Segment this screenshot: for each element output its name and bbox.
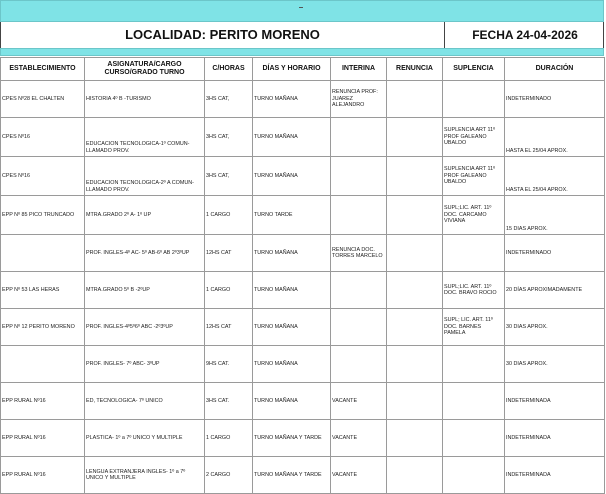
- table-row: [1, 346, 605, 383]
- cell-asignatura: PLASTICA- 1º a 7º UNICO Y MULTIPLE: [85, 420, 205, 457]
- cell-asignatura: ED, TECNOLOGICA- 7º UNICO: [85, 383, 205, 420]
- cell-horas: 3HS CAT,: [205, 157, 253, 196]
- cell-asignatura: PROF. INGLES-4º5º6º ABC -2º3ºUP: [85, 309, 205, 346]
- table-row: [1, 420, 605, 457]
- cell-interina: VACANTE: [331, 457, 387, 494]
- cell-horas: 3HS CAT.: [205, 383, 253, 420]
- cell-suplencia: SUPL;LIC. ART. 11º DOC. CARCAMO VIVIANA: [443, 196, 505, 235]
- cell-duracion: INDETERMINADA: [505, 420, 605, 457]
- cell-horario: TURNO MAÑANA Y TARDE: [253, 457, 331, 494]
- cell-suplencia: SUPLENCIA ART 11º PROF GALEANO UBALDO: [443, 157, 505, 196]
- col-header-horario: DÍAS Y HORARIO: [253, 58, 331, 81]
- cell-interina: RENUNCIA PROF: JUAREZ ALEJANDRO: [331, 81, 387, 118]
- cell-establecimiento: EPP Nº 53 LAS HERAS: [1, 272, 85, 309]
- table-row: [1, 272, 605, 309]
- cell-asignatura: MTRA.GRADO 2º A- 1º UP: [85, 196, 205, 235]
- fecha-title: FECHA 24-04-2026: [472, 28, 578, 42]
- cell-interina: [331, 157, 387, 196]
- cell-interina: [331, 118, 387, 157]
- cell-duracion: 30 DIAS APROX.: [505, 346, 605, 383]
- cell-renuncia: [387, 383, 443, 420]
- cell-renuncia: [387, 157, 443, 196]
- cell-horario: TURNO MAÑANA: [253, 81, 331, 118]
- cell-establecimiento: CPES Nº16: [1, 157, 85, 196]
- cell-suplencia: [443, 457, 505, 494]
- cell-establecimiento: EPP RURAL Nº16: [1, 457, 85, 494]
- cell-interina: VACANTE: [331, 420, 387, 457]
- cell-horas: 9HS CAT.: [205, 346, 253, 383]
- table-row: [1, 383, 605, 420]
- cell-asignatura: EDUCACION TECNOLOGICA-1º COMUN- LLAMADO PROV.: [85, 118, 205, 157]
- top-color-band: [0, 0, 604, 22]
- cell-duracion: 30 DIAS APROX.: [505, 309, 605, 346]
- cell-horario: TURNO MAÑANA: [253, 309, 331, 346]
- cell-horario: TURNO MAÑANA: [253, 346, 331, 383]
- cell-establecimiento: CPES Nº28 EL CHALTEN: [1, 81, 85, 118]
- cell-horario: TURNO MAÑANA: [253, 383, 331, 420]
- cell-asignatura: PROF. INGLES-4º AC- 5º AB-6º AB 2º3ºUP: [85, 235, 205, 272]
- title-row: [0, 22, 604, 48]
- col-header-duracion: DURACIÓN: [505, 58, 605, 81]
- cell-establecimiento: CPES Nº16: [1, 118, 85, 157]
- cell-renuncia: [387, 457, 443, 494]
- cell-establecimiento: EPP Nº 12 PERITO MORENO: [1, 309, 85, 346]
- cell-duracion: INDETERMINADA: [505, 457, 605, 494]
- cell-suplencia: [443, 81, 505, 118]
- cell-duracion: INDETERMINADA: [505, 383, 605, 420]
- table-row: [1, 235, 605, 272]
- separator-band: [0, 48, 604, 56]
- cell-renuncia: [387, 309, 443, 346]
- cell-suplencia: [443, 383, 505, 420]
- cell-establecimiento: EPP RURAL Nº16: [1, 420, 85, 457]
- cell-duracion: INDETERMINADO: [505, 81, 605, 118]
- cell-suplencia: SUPLENCIA ART 11º PROF GALEANO UBALDO: [443, 118, 505, 157]
- cell-duracion: 20 DÍAS APROXIMADAMENTE: [505, 272, 605, 309]
- col-header-establecimiento: ESTABLECIMIENTO: [1, 58, 85, 81]
- cell-asignatura: PROF. INGLES- 7º ABC- 3ºUP: [85, 346, 205, 383]
- cell-horas: 1 CARGO: [205, 272, 253, 309]
- cell-establecimiento: EPP RURAL Nº16: [1, 383, 85, 420]
- cell-asignatura: EDUCACION TECNOLOGICA-2º A COMUN- LLAMADO PROV.: [85, 157, 205, 196]
- cell-suplencia: [443, 235, 505, 272]
- col-header-horas: C/HORAS: [205, 58, 253, 81]
- cell-interina: VACANTE: [331, 383, 387, 420]
- cell-horas: 2 CARGO: [205, 457, 253, 494]
- cell-suplencia: SUPL;LIC. ART. 11º DOC. BRAVO ROCIO: [443, 272, 505, 309]
- cell-duracion: HASTA EL 25/04 APROX.: [505, 118, 605, 157]
- cell-asignatura: HISTORIA 4º B -TURISMO: [85, 81, 205, 118]
- cell-horas: 12HS CAT: [205, 309, 253, 346]
- cell-renuncia: [387, 81, 443, 118]
- cell-horas: 3HS CAT,: [205, 118, 253, 157]
- cell-interina: [331, 309, 387, 346]
- cell-horario: TURNO TARDE: [253, 196, 331, 235]
- cell-establecimiento: [1, 346, 85, 383]
- col-header-asignatura: ASIGNATURA/CARGO CURSO/GRADO TURNO: [85, 58, 205, 81]
- cell-interina: [331, 346, 387, 383]
- table-row: [1, 309, 605, 346]
- table-row: [1, 157, 605, 196]
- cell-suplencia: SUPL; LIC. ART. 11º DOC. BARNES PAMELA: [443, 309, 505, 346]
- cell-asignatura: MTRA.GRADO 5º B -2ºUP: [85, 272, 205, 309]
- vacancies-table: [0, 57, 605, 494]
- table-row: [1, 81, 605, 118]
- cell-asignatura: LENGUA EXTRANJERA INGLES- 1º a 7º UNICO Y MULTIPLE: [85, 457, 205, 494]
- cell-renuncia: [387, 420, 443, 457]
- col-header-interina: INTERINA: [331, 58, 387, 81]
- cell-duracion: HASTA EL 25/04 APROX.: [505, 157, 605, 196]
- cell-horas: 1 CARGO: [205, 420, 253, 457]
- cell-suplencia: [443, 346, 505, 383]
- cell-horario: TURNO MAÑANA Y TARDE: [253, 420, 331, 457]
- table-row: [1, 457, 605, 494]
- cell-interina: [331, 196, 387, 235]
- col-header-renuncia: RENUNCIA: [387, 58, 443, 81]
- cell-duracion: 15 DIAS APROX.: [505, 196, 605, 235]
- cell-horario: TURNO MAÑANA: [253, 157, 331, 196]
- cell-horas: 1 CARGO: [205, 196, 253, 235]
- cell-horas: 12HS CAT: [205, 235, 253, 272]
- table-body: [1, 81, 605, 494]
- cell-mark: [299, 7, 303, 8]
- table-row: [1, 118, 605, 157]
- cell-duracion: INDETERMINADO: [505, 235, 605, 272]
- cell-renuncia: [387, 272, 443, 309]
- cell-renuncia: [387, 118, 443, 157]
- col-header-suplencia: SUPLENCIA: [443, 58, 505, 81]
- cell-horario: TURNO MAÑANA: [253, 272, 331, 309]
- cell-suplencia: [443, 420, 505, 457]
- cell-horario: TURNO MAÑANA: [253, 235, 331, 272]
- table-row: [1, 196, 605, 235]
- table-header-row: [1, 58, 605, 81]
- localidad-title: LOCALIDAD: PERITO MORENO: [1, 22, 445, 48]
- cell-renuncia: [387, 346, 443, 383]
- cell-horas: 3HS CAT,: [205, 81, 253, 118]
- cell-horario: TURNO MAÑANA: [253, 118, 331, 157]
- cell-establecimiento: [1, 235, 85, 272]
- cell-establecimiento: EPP Nº 85 PICO TRUNCADO: [1, 196, 85, 235]
- cell-interina: [331, 272, 387, 309]
- cell-renuncia: [387, 235, 443, 272]
- cell-interina: RENUNCIA DOC. TORRES MARCELO: [331, 235, 387, 272]
- cell-renuncia: [387, 196, 443, 235]
